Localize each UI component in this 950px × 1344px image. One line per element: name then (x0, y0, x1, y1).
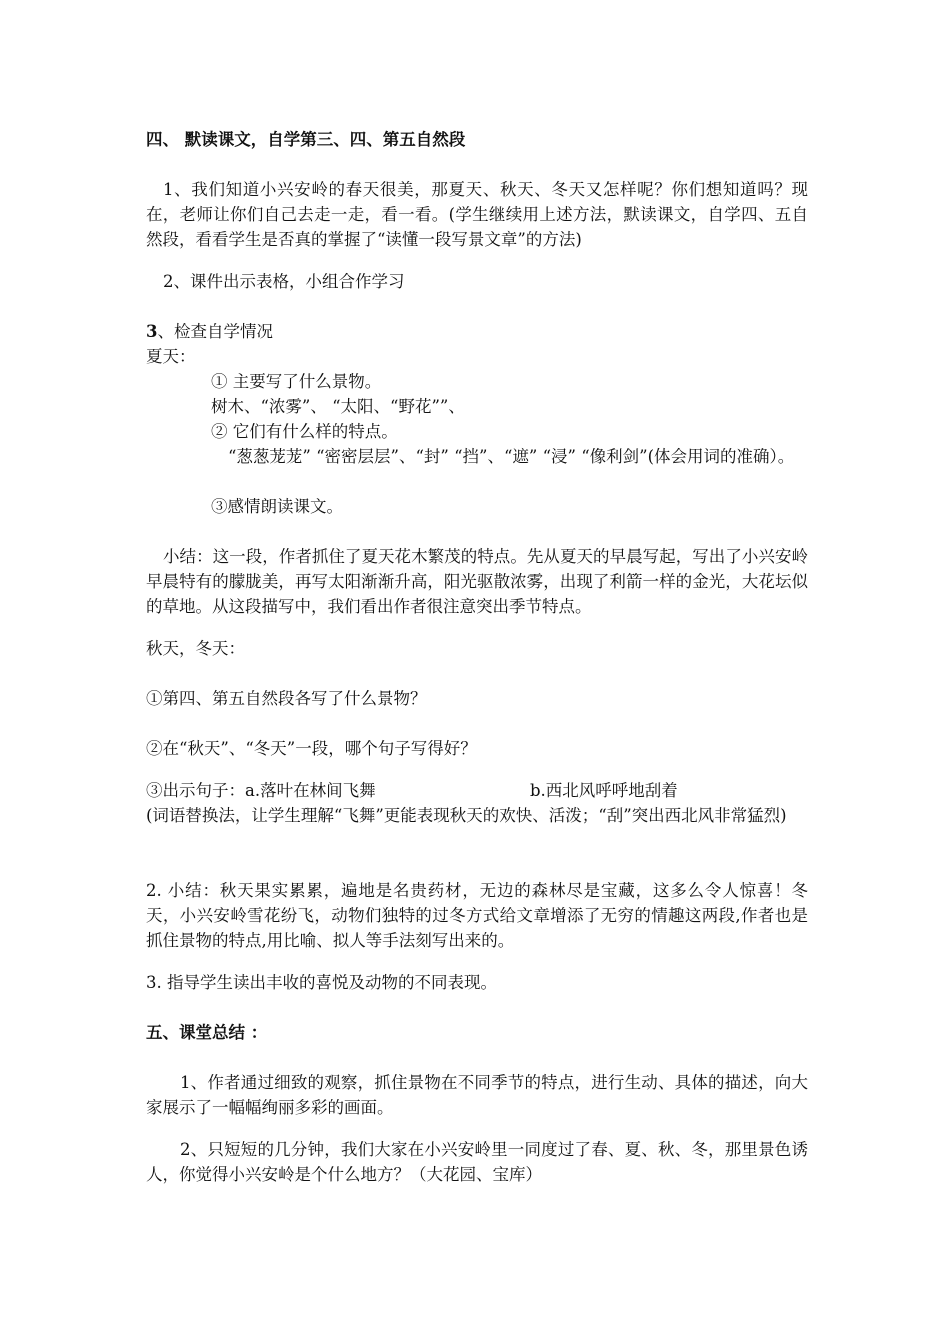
item-number: 3 (146, 322, 158, 341)
summer-question-3: ③感情朗读课文。 (211, 497, 343, 516)
autumn-winter-question-1: ①第四、第五自然段各写了什么景物？ (146, 689, 427, 708)
section-4-paragraph-1: 1、我们知道小兴安岭的春天很美，那夏天、秋天、冬天又怎样呢？你们想知道吗？现在，老师让你们自己去走一走，看一看。(学生继续用上述方法，默读课文，自学四、五自然段，看看学生是否真的掌握了“读懂一段写景文章”的方法) (146, 180, 808, 249)
item-text: 、检查自学情况 (157, 322, 273, 341)
autumn-winter-guide: 3. 指导学生读出丰收的喜悦及动物的不同表现。 (146, 973, 497, 992)
section-5-heading: 五、课堂总结 ： (146, 1023, 268, 1042)
sentence-a: ③出示句子：a.落叶在林间飞舞 (146, 781, 376, 800)
section-4-paragraph-2: 2、课件出示表格，小组合作学习 (163, 272, 405, 291)
summer-label: 夏天： (146, 347, 196, 366)
sentence-b: b.西北风呼呼地刮着 (530, 781, 678, 800)
autumn-winter-label: 秋天，冬天： (146, 639, 245, 658)
autumn-winter-note: (词语替换法，让学生理解“飞舞”更能表现秋天的欢快、活泼；“刮”突出西北风非常猛烈) (146, 806, 787, 825)
autumn-winter-question-2: ②在“秋天”、“冬天”一段，哪个句子写得好？ (146, 739, 477, 758)
summer-question-2: ② 它们有什么样的特点。 (211, 422, 398, 441)
summer-question-1: ① 主要写了什么景物。 (211, 372, 382, 391)
summer-summary: 小结：这一段，作者抓住了夏天花木繁茂的特点。先从夏天的早晨写起，写出了小兴安岭早晨特有的朦胧美，再写太阳渐渐升高，阳光驱散浓雾，出现了利箭一样的金光，大花坛似的草地。从这段描写中，我们看出作者很注意突出季节特点。 (146, 547, 808, 616)
autumn-winter-question-3 (146, 778, 808, 803)
section-4-heading: 四、 默读课文，自学第三、四、第五自然段 (146, 130, 466, 149)
section-5-paragraph-2: 2、只短短的几分钟，我们大家在小兴安岭里一同度过了春、夏、秋、冬，那里景色诱人，你觉得小兴安岭是个什么地方？（大花园、宝库） (146, 1140, 808, 1184)
summer-answer-2: “葱葱茏茏” “密密层层”、“封” “挡”、“遮” “浸” “像利剑”(体会用词的准确）。 (228, 447, 795, 466)
summer-answer-1: 树木、“浓雾”、 “太阳、“野花””、 (211, 397, 465, 416)
section-4-paragraph-3 (146, 319, 808, 344)
section-5-paragraph-1: 1、作者通过细致的观察，抓住景物在不同季节的特点，进行生动、具体的描述，向大家展示了一幅幅绚丽多彩的画面。 (146, 1073, 808, 1117)
autumn-winter-summary: 2. 小结：秋天果实累累，遍地是名贵药材，无边的森林尽是宝藏，这多么令人惊喜！冬天，小兴安岭雪花纷飞，动物们独特的过冬方式给文章增添了无穷的情趣这两段,作者也是抓住景物的特点,用比喻、拟人等手法刻写出来的。 (146, 881, 808, 950)
